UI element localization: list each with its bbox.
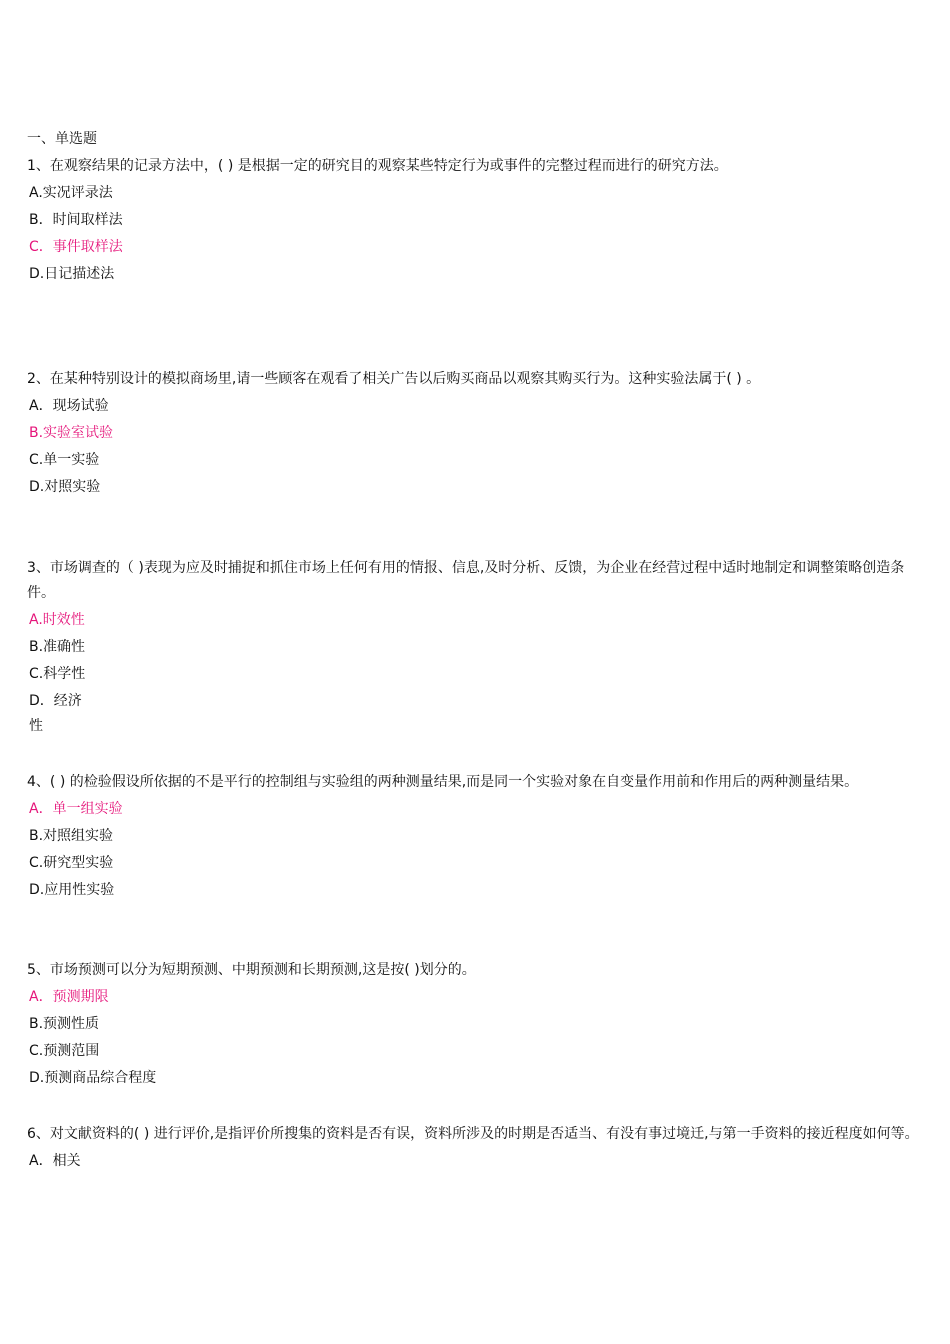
- option-b-correct: B.实验室试验: [29, 425, 114, 441]
- option-a-correct: A．单一组实验: [29, 801, 123, 817]
- option-c: C.科学性: [29, 666, 86, 682]
- question-1: [27, 154, 927, 287]
- option-c: C.单一实验: [29, 452, 100, 468]
- question-stem: 1、在观察结果的记录方法中，( ) 是根据一定的研究目的观察某些特定行为或事件的完整过程而进行的研究方法。: [27, 158, 728, 174]
- option-b: B.准确性: [29, 639, 86, 655]
- option-d: D.应用性实验: [29, 882, 115, 898]
- option-b: B.对照组实验: [29, 828, 114, 844]
- option-a: A.实况评录法: [29, 185, 113, 201]
- question-6: [27, 1122, 927, 1174]
- question-2: [27, 367, 927, 500]
- question-stem: 3、市场调查的（ )表现为应及时捕捉和抓住市场上任何有用的情报、信息,及时分析、反馈，为企业在经营过程中适时地制定和调整策略创造条件。: [27, 560, 905, 601]
- question-stem: 5、市场预测可以分为短期预测、中期预测和长期预测,这是按( )划分的。: [27, 962, 476, 978]
- option-b: B．时间取样法: [29, 212, 123, 228]
- option-c: C.研究型实验: [29, 855, 114, 871]
- question-stem: 6、对文献资料的( ) 进行评价,是指评价所搜集的资料是否有误，资料所涉及的时期是否适当、有没有事过境迁,与第一手资料的接近程度如何等。: [27, 1126, 919, 1142]
- option-c-correct: C．事件取样法: [29, 239, 123, 255]
- option-d: D.日记描述法: [29, 266, 115, 282]
- option-c: C.预测范围: [29, 1043, 100, 1059]
- option-a-correct: A.时效性: [29, 612, 85, 628]
- question-stem: 4、( ) 的检验假设所依据的不是平行的控制组与实验组的两种测量结果,而是同一个实验对象在自变量作用前和作用后的两种测量结果。: [27, 774, 859, 790]
- question-stem: 2、在某种特别设计的模拟商场里,请一些顾客在观看了相关广告以后购买商品以观察其购买行为。这种实验法属于( ) 。: [27, 371, 761, 387]
- option-d: D.对照实验: [29, 479, 101, 495]
- option-a: A．相关: [29, 1153, 81, 1169]
- option-a: A．现场试验: [29, 398, 109, 414]
- section-title: 一、单选题: [27, 131, 97, 147]
- option-d: D．经济性: [29, 693, 82, 734]
- question-4: [27, 770, 927, 903]
- question-3: [27, 556, 927, 739]
- option-a-correct: A．预测期限: [29, 989, 109, 1005]
- question-5: [27, 958, 927, 1091]
- option-d: D.预测商品综合程度: [29, 1070, 157, 1086]
- option-b: B.预测性质: [29, 1016, 100, 1032]
